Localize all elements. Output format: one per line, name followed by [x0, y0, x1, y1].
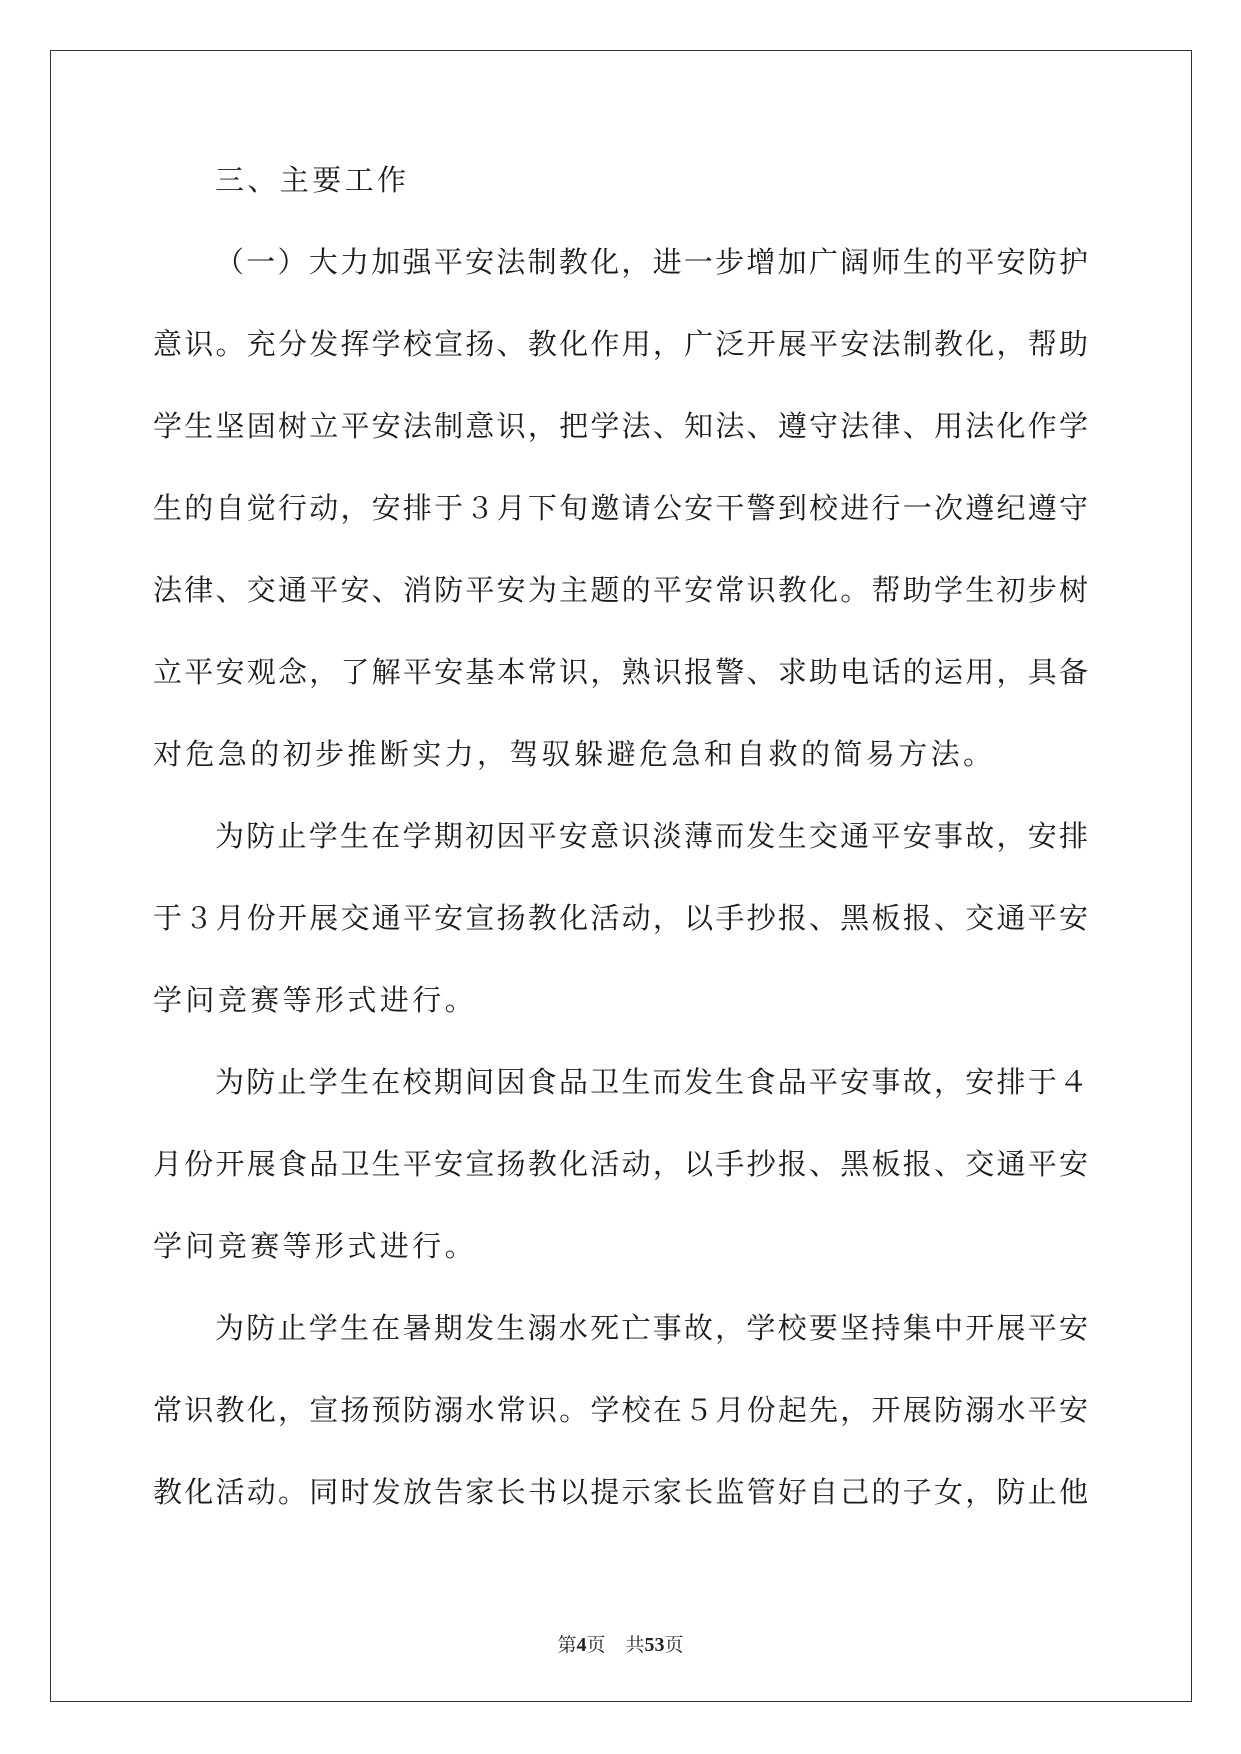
paragraph-line: 学问竞赛等形式进行。 — [153, 983, 478, 1017]
paragraph-line: 学问竞赛等形式进行。 — [153, 1229, 478, 1263]
page-number: 4 — [576, 1634, 587, 1656]
page-footer — [0, 1630, 1241, 1657]
paragraph-line: 教化活动。同时发放告家长书以提示家长监管好自己的子女，防止他 — [153, 1475, 1088, 1509]
paragraph-line: 法律、交通平安、消防平安为主题的平安常识教化。帮助学生初步树 — [153, 573, 1088, 607]
paragraph-line: 常识教化，宣扬预防溺水常识。学校在５月份起先，开展防溺水平安 — [153, 1393, 1088, 1427]
paragraph-line: 为防止学生在学期初因平安意识淡薄而发生交通平安事故，安排 — [215, 819, 1088, 853]
paragraph-line: （一）大力加强平安法制教化，进一步增加广阔师生的平安防护 — [215, 245, 1088, 279]
total-pages: 53 — [644, 1634, 665, 1656]
page-suffix: 页 — [586, 1634, 606, 1656]
paragraph-line: 立平安观念，了解平安基本常识，熟识报警、求助电话的运用，具备 — [153, 655, 1088, 689]
total-prefix: 共 — [625, 1634, 645, 1656]
paragraph-line: 生的自觉行动，安排于３月下旬邀请公安干警到校进行一次遵纪遵守 — [153, 491, 1088, 525]
page-prefix: 第 — [557, 1634, 577, 1656]
paragraph-line: 意识。充分发挥学校宣扬、教化作用，广泛开展平安法制教化，帮助 — [153, 327, 1088, 361]
document-body — [153, 160, 1088, 1554]
paragraph-line: 对危急的初步推断实力，驾驭躲避危急和自救的简易方法。 — [153, 737, 996, 771]
paragraph-line: 月份开展食品卫生平安宣扬教化活动，以手抄报、黑板报、交通平安 — [153, 1147, 1088, 1181]
paragraph-line: 为防止学生在校期间因食品卫生而发生食品平安事故，安排于４ — [215, 1065, 1088, 1099]
total-suffix: 页 — [664, 1634, 684, 1656]
paragraph-line: 于３月份开展交通平安宣扬教化活动，以手抄报、黑板报、交通平安 — [153, 901, 1088, 935]
paragraph-line: 为防止学生在暑期发生溺水死亡事故，学校要坚持集中开展平安 — [215, 1311, 1088, 1345]
paragraph-line: 学生坚固树立平安法制意识，把学法、知法、遵守法律、用法化作学 — [153, 409, 1088, 443]
section-heading: 三、主要工作 — [215, 163, 410, 197]
